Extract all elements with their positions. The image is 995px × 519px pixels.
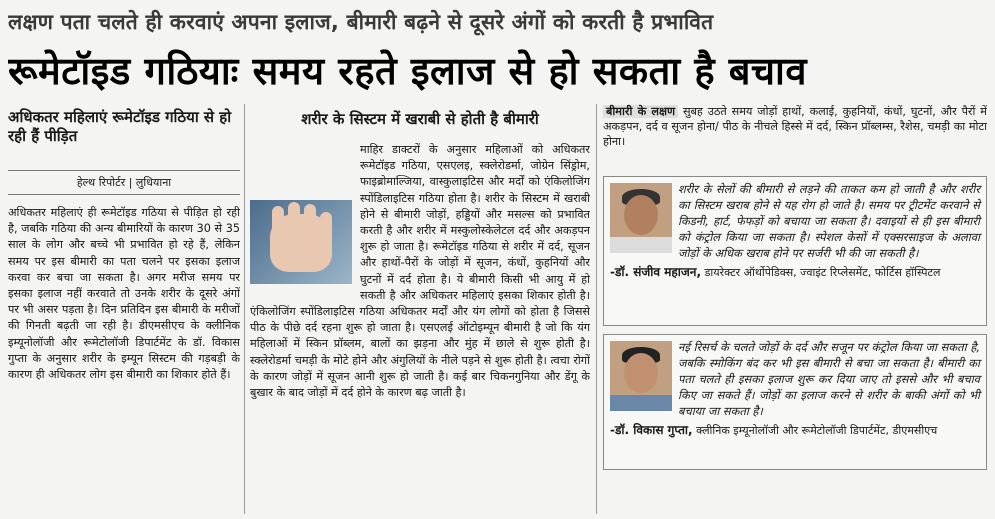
quote-2-title: क्लीनिक इम्यूनोलॉजी और रूमेटोलॉजी डिपार्टमेंट, डीएमसीएच	[696, 424, 938, 437]
symptoms-label: बीमारी के लक्षण	[603, 105, 678, 118]
expert-quote-2	[603, 334, 987, 470]
middle-subheading: शरीर के सिस्टम में खराबी से होती है बीमारी	[301, 110, 539, 128]
quote-1-text: शरीर के सेलों की बीमारी से लड़ने की ताकत कम हो जाती है और शरीर का सिस्टम खराब होने से यह रोग हो जाते है। समय पर ट्रीटमेंट करवाने से किडनी, हार्ट, फेफड़ों को बचाया जा सकता है। दवाइयों से ही इस बीमारी को कंट्रोल किया जा सकता है। स्पेशल केसों में एक्सरसाइज के अलावा जोड़ों के अधिक खराब होने पर सर्जरी भी की जा सकती है।	[678, 182, 980, 260]
middle-body-text: माहिर डाक्टरों के अनुसार महिलाओं को अधिकतर रूमेटॉइड गठिया, एसएलइ, स्क्लेरोडर्मा, जोग्रेन सिंड्रोम, फाइब्रोमाल्जिया, वास्कुलाइटिस और मर्दों को एंकिलोजिंग स्पोंडिलाइटिस गठिया होता है। शरीर के सिस्टम में खराबी होने से बीमारी जोड़ों, हड्डियों और मसल्स को प्रभावित करती है और शरीर में मस्कुलोस्केलेटल दर्द और अकड़पन शुरू हो जाता है। रूमेटॉइड गठिया से शरीर में दर्द, सूजन और हाथों-पैरों के जोड़ों में सूजन, कंधों, कुहनियों और घुटनों में दर्द होता है। ये बीमारी किसी भी आयु में हो सकती है और अधिकतर महिलाएं इसका शिकार होती है। एंकिलोजिंग स्पोंडिलाइटिस गठिया अधिकतर मर्दों और यंग लोगों को होता है जिससे पीठ के पीछे दर्द रहना शुरू हो जाता है। एसएलई ऑटोइम्यून बीमारी है जो कि यंग महिलाओं में स्किन प्रॉब्लम, बालों का झड़ना और मुंह में छाले से शुरू होती है। स्क्लेरोडर्मा चमड़ी के मोटे होने और अंगुलियों के नीले पड़ने से शुरू होती है। त्वचा रोगों के कारण जोड़ों में सूजन आनी शुरू हो जाती है। कई बार चिकनगुनिया और डेंगू के बुखार के बाद जोड़ों में दर्द होने के कारण बढ़ जाती है।	[250, 143, 590, 400]
column-divider	[596, 104, 597, 514]
kicker-headline: लक्षण पता चलते ही करवाएं अपना इलाज, बीमारी बढ़ने से दूसरे अंगों को करती है प्रभावित	[8, 10, 714, 34]
left-column	[8, 104, 240, 515]
middle-body	[250, 142, 590, 512]
quote-1-title: डायरेक्टर ऑर्थोपेडिक्स, ज्वाइंट रिप्लेसमेंट, फोर्टिस हॉस्पिटल	[704, 266, 941, 279]
symptoms-text: सुबह उठते समय जोड़ों हाथों, कलाई, कुहनियों, कंधों, घुटनों, और पैरों में अकड़पन, दर्द व सूजन होना/ पीठ के नीचले हिस्से में दर्द, स्किन प्रॉब्लम्स, रैशेस, चमड़ी का मोटा होना।	[603, 105, 987, 148]
right-column	[603, 104, 987, 470]
middle-column	[250, 104, 590, 512]
symptoms-box	[603, 104, 987, 168]
doctor-photo-1	[610, 183, 672, 253]
quote-1-name: -डॉ. संजीव महाजन,	[610, 265, 701, 279]
left-subheading: अधिकतर महिलाएं रूमेटॉइड गठिया से हो रही हैं पीड़ित	[8, 108, 232, 145]
expert-quote-1	[603, 176, 987, 326]
quote-2-attribution	[604, 419, 986, 440]
quote-2-name: -डॉ. विकास गुप्ता,	[610, 423, 693, 437]
byline: हेल्थ रिपोर्टर | लुधियाना	[8, 170, 240, 195]
column-divider	[244, 104, 245, 514]
hand-photo	[250, 200, 352, 284]
doctor-photo-2	[610, 341, 672, 411]
left-body-text: अधिकतर महिलाएं ही रूमेटॉइड गठिया से पीड़ित हो रही है, जबकि गठिया की अन्य बीमारियों के कारण 30 से 35 साल के लोग और बच्चे भी प्रभावित हो रहे हैं, लेकिन समय पर इस बीमारी का पता चलने पर इसका इलाज करवा कर बचा जा सकता है। अगर मरीज समय पर इसका इलाज नहीं करवाते तो उनके शरीर के दूसरे अंगों पर भी असर पड़ता है। दिन प्रतिदिन इस बीमारी के मरीजों की गिनती बढ़ती जा रही है। डीएमसीएच के क्लीनिक इम्यूनोलॉजी और रूमेटोलॉजी डिपार्टमेंट के डॉ. विकास गुप्ता के अनुसार शरीर के इम्यून सिस्टम की गड़बड़ी के कारण ही अधिकतर लोग इस बीमारी का शिकार होते हैं।	[8, 206, 240, 382]
main-headline: रूमेटॉइड गठियाः समय रहते इलाज से हो सकता है बचाव	[8, 49, 808, 93]
quote-1-attribution	[604, 261, 986, 282]
quote-2-text: नई रिसर्च के चलते जोड़ों के दर्द और सजून पर कंट्रोल किया जा सकता है, जबकि स्मोकिंग बंद कर भी इस बीमारी से बचा जा सकता है। बीमारी का पता चलते ही इसका इलाज शुरू कर दिया जाए तो इससे और भी बचाव किए जा सकते हैं। जोड़ों का इलाज करने से शरीर के बाकी अंगों को भी बचाया जा सकता है।	[678, 340, 980, 418]
